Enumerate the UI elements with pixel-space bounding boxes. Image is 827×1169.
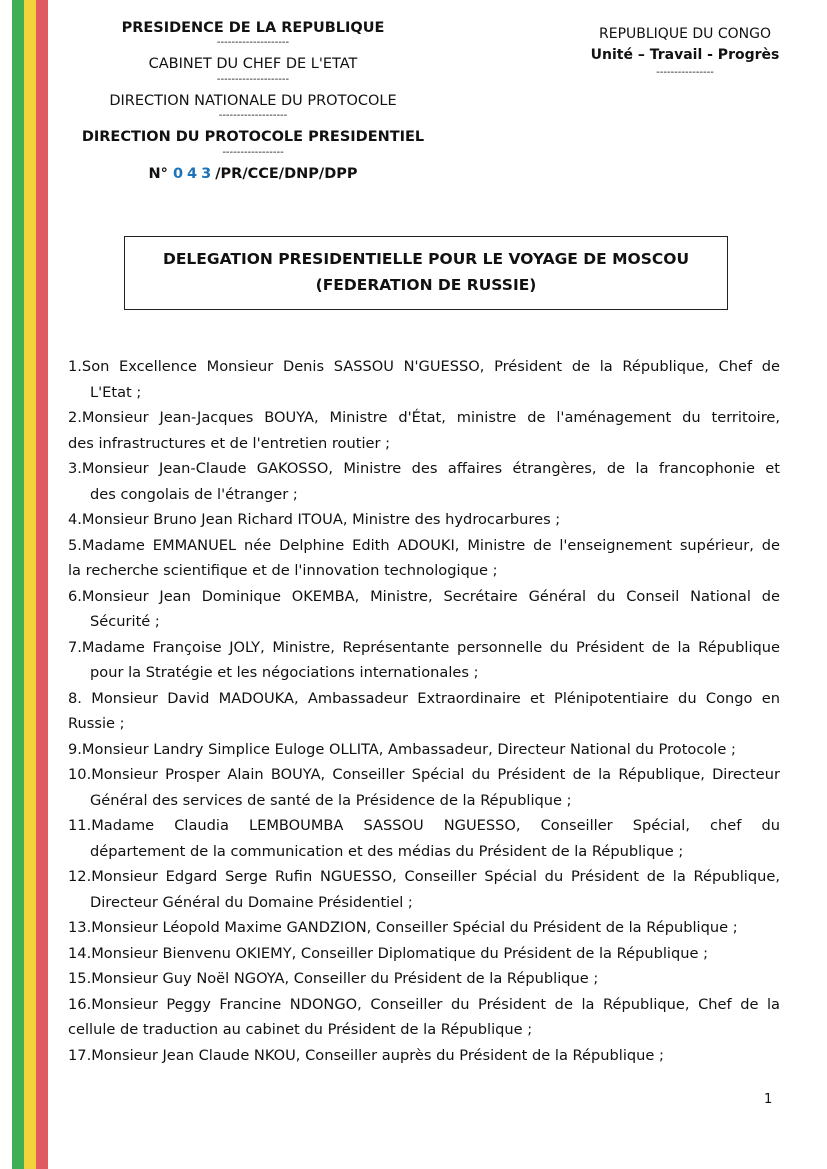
reference-number-value: 043 [172,165,216,182]
delegation-member-item [68,686,780,737]
separator: -------------------- [216,37,290,49]
issuer-header [68,20,438,183]
member-line-2: département de la communication et des médias du Président de la République ; [90,842,684,860]
member-line-1: 1.Son Excellence Monsieur Denis SASSOU N'GUESSO, Président de la République, Chef de [68,358,780,375]
member-line-2: cellule de traduction au cabinet du Président de la République ; [68,1021,533,1038]
delegation-member-item [68,354,780,405]
reference-suffix: /PR/CCE/DNP/DPP [215,165,358,182]
member-line-1: 13.Monsieur Léopold Maxime GANDZION, Conseiller Spécial du Président de la République ; [68,919,738,936]
page-number: 1 [764,1092,773,1107]
member-line-1: 10.Monsieur Prosper Alain BOUYA, Conseiller Spécial du Président de la République, Directeur [68,766,780,783]
country-name: REPUBLIQUE DU CONGO [599,26,771,42]
delegation-member-item [68,507,780,533]
flag-stripe-green [12,0,24,1169]
member-line-1: 14.Monsieur Bienvenu OKIEMY, Conseiller Diplomatique du Président de la République ; [68,944,709,962]
delegation-member-item [68,992,780,1043]
delegation-member-item [68,737,780,763]
member-line-2: Russie ; [68,715,125,732]
member-line-1: 2.Monsieur Jean-Jacques BOUYA, Ministre d'État, ministre de l'aménagement du territoire, [68,409,780,426]
separator: ----------------- [222,146,284,158]
member-line-1: 8. Monsieur David MADOUKA, Ambassadeur Extraordinaire et Plénipotentiaire du Congo en [68,689,780,707]
cabinet-title: CABINET DU CHEF DE L'ETAT [148,56,358,73]
member-line-2: Directeur Général du Domaine Présidentiel ; [90,893,413,911]
reference-number [68,166,438,183]
member-line-1: 16.Monsieur Peggy Francine NDONGO, Conseiller du Président de la République, Chef de la [68,995,780,1013]
delegation-member-item [68,864,780,915]
delegation-member-list [68,354,780,1068]
document-title: DELEGATION PRESIDENTIELLE POUR LE VOYAGE DE MOSCOU [162,250,690,269]
member-line-2: la recherche scientifique et de l'innovation technologique ; [68,562,498,579]
member-line-2: des congolais de l'étranger ; [90,485,298,503]
separator: ---------------- [656,67,714,78]
delegation-member-item [68,456,780,507]
delegation-member-item [68,533,780,584]
delegation-member-item [68,966,780,992]
separator: -------------------- [216,73,290,85]
member-line-1: 6.Monsieur Jean Dominique OKEMBA, Ministre, Secrétaire Général du Conseil National de [68,587,780,605]
member-line-1: 17.Monsieur Jean Claude NKOU, Conseiller auprès du Président de la République ; [68,1046,664,1064]
protocol-direction-title: DIRECTION NATIONALE DU PROTOCOLE [109,92,397,109]
delegation-member-item [68,405,780,456]
member-line-1: 15.Monsieur Guy Noël NGOYA, Conseiller du Président de la République ; [68,970,599,987]
separator: ------------------- [218,110,288,122]
member-line-1: 7.Madame Françoise JOLY, Ministre, Représentante personnelle du Président de la République [68,638,780,656]
member-line-2: Sécurité ; [90,613,160,630]
member-line-2: L'Etat ; [90,383,142,401]
document-subtitle: (FEDERATION DE RUSSIE) [315,276,537,294]
member-line-2: Général des services de santé de la Présidence de la République ; [90,791,572,809]
delegation-member-item [68,635,780,686]
flag-stripe-red [36,0,48,1169]
member-line-1: 12.Monsieur Edgard Serge Rufin NGUESSO, Conseiller Spécial du Président de la République, [68,868,780,885]
delegation-member-item [68,813,780,864]
reference-prefix: N° [148,165,168,182]
presidency-title: PRESIDENCE DE LA REPUBLIQUE [121,20,385,36]
flag-stripe-yellow [24,0,36,1169]
member-line-1: 9.Monsieur Landry Simplice Euloge OLLITA, Ambassadeur, Directeur National du Protocole ; [68,740,736,758]
presidential-protocol-title: DIRECTION DU PROTOCOLE PRESIDENTIEL [81,129,425,146]
member-line-1: 11.Madame Claudia LEMBOUMBA SASSOU NGUESSO, Conseiller Spécial, chef du [68,817,780,834]
delegation-member-item [68,941,780,967]
country-header [560,24,810,78]
member-line-1: 3.Monsieur Jean-Claude GAKOSSO, Ministre des affaires étrangères, de la francophonie et [68,460,780,477]
member-line-2: pour la Stratégie et les négociations internationales ; [90,664,479,681]
delegation-member-item [68,1043,780,1069]
delegation-member-item [68,915,780,941]
document-title-box [124,236,728,310]
delegation-member-item [68,584,780,635]
member-line-2: des infrastructures et de l'entretien routier ; [68,434,391,452]
member-line-1: 5.Madame EMMANUEL née Delphine Edith ADOUKI, Ministre de l'enseignement supérieur, de [68,536,780,554]
delegation-member-item [68,762,780,813]
national-motto: Unité – Travail - Progrès [590,47,780,63]
member-line-1: 4.Monsieur Bruno Jean Richard ITOUA, Ministre des hydrocarbures ; [68,511,561,528]
